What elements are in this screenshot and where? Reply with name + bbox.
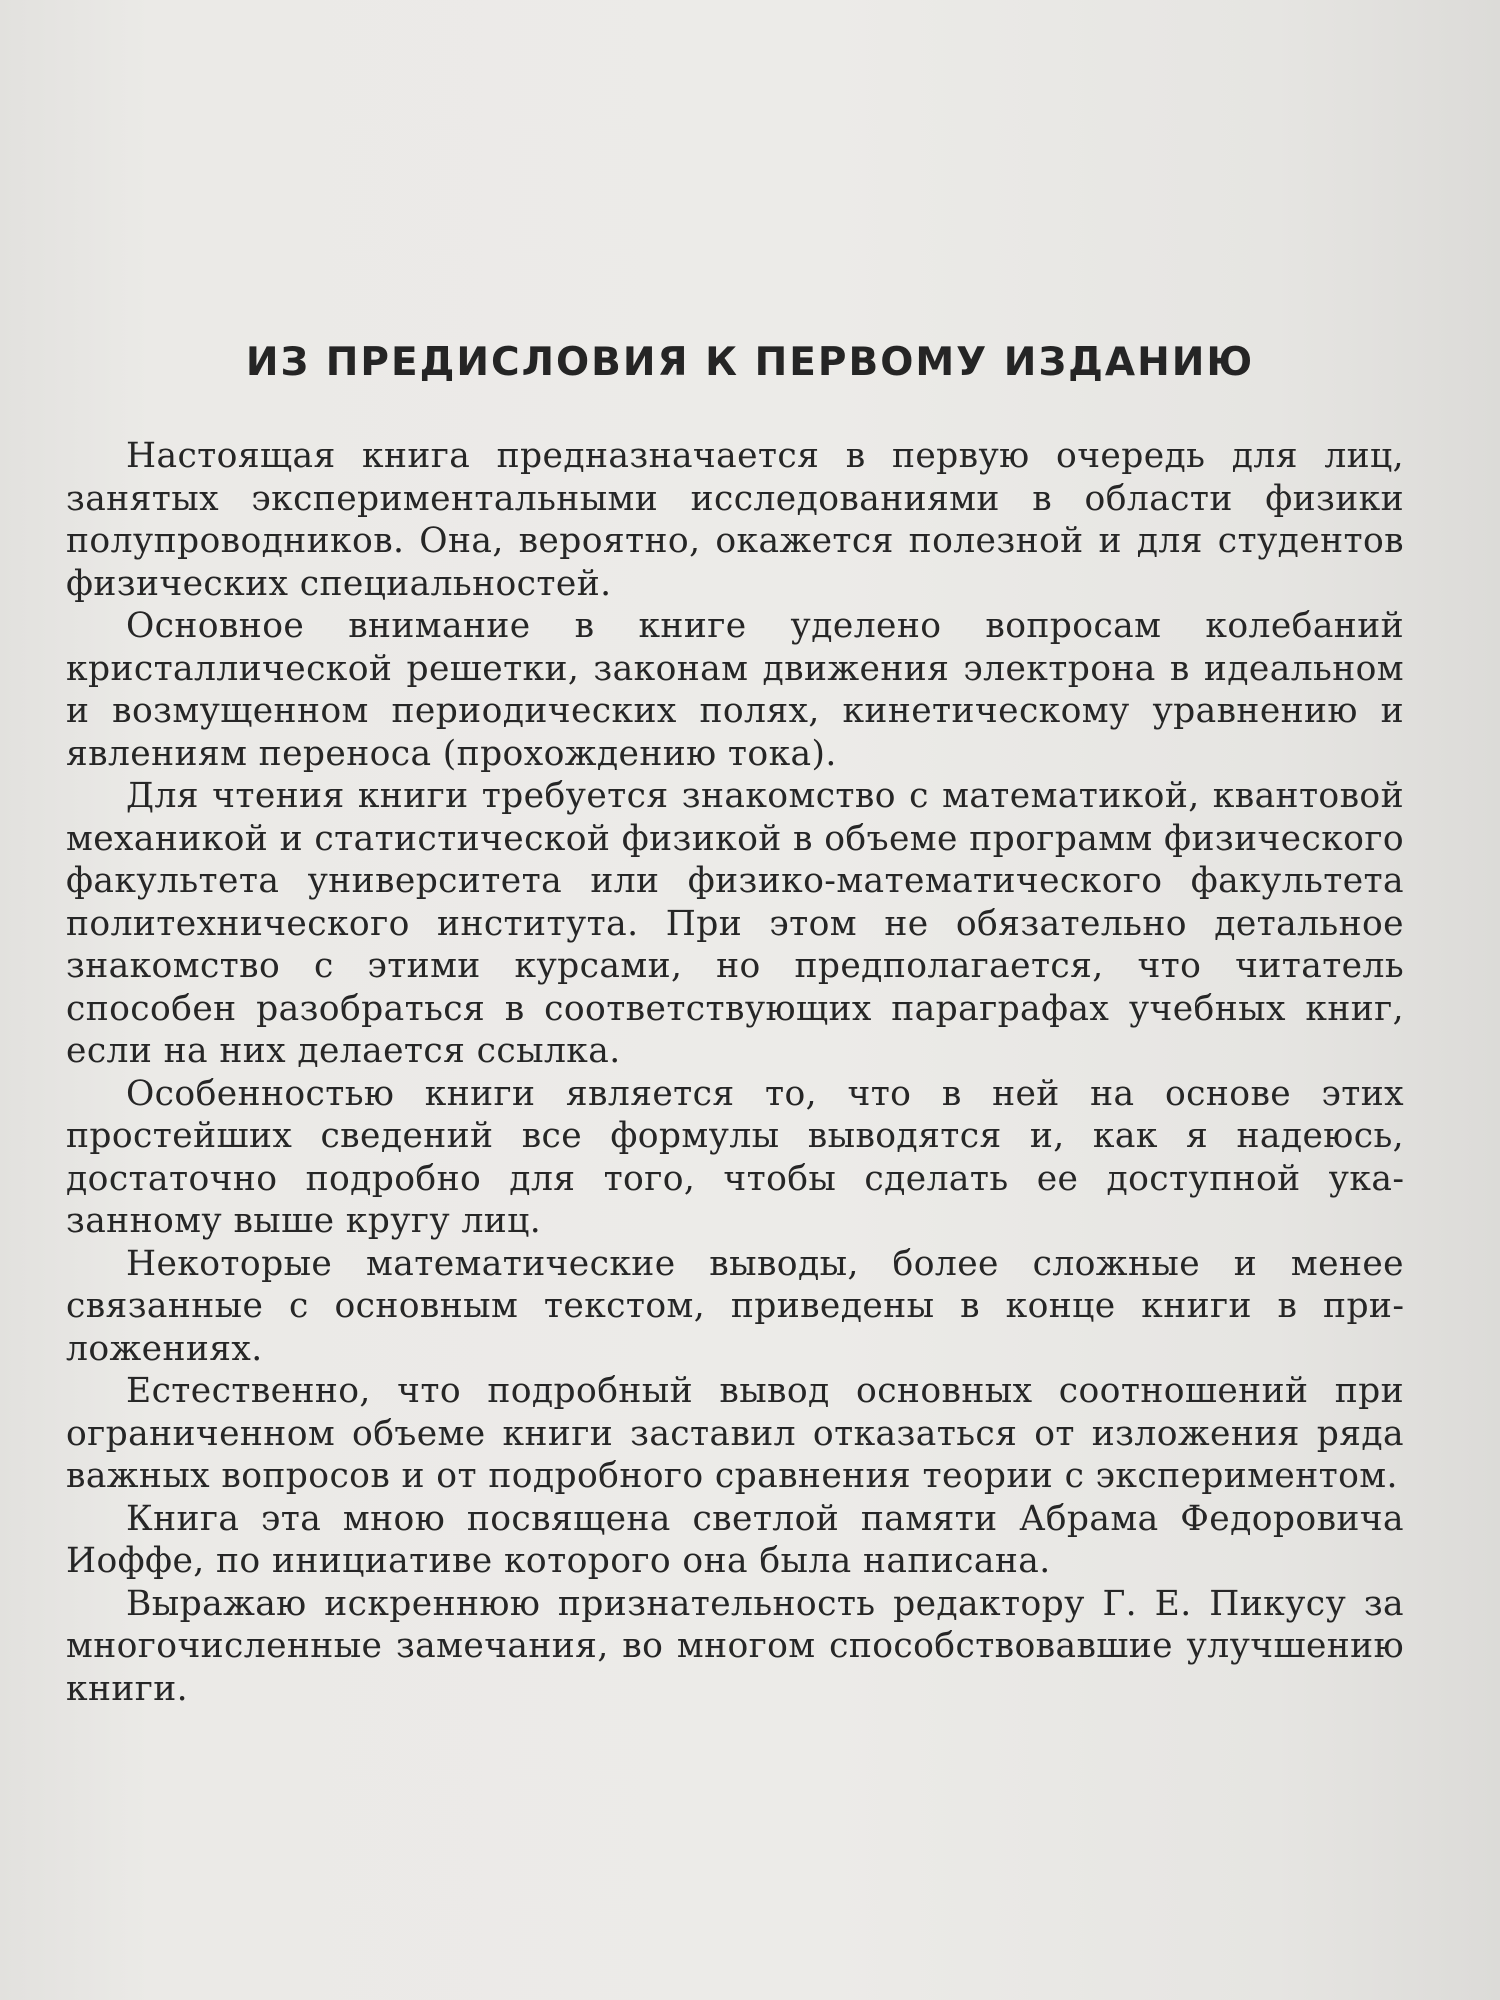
paragraph: Книга эта мною посвящена светлой памяти Абрама Федоровича Иоффе, по инициативе которого она была написана.: [66, 1498, 1404, 1581]
paragraph: Для чтения книги требуется знакомство с математикой, квантовой механикой и статистической физикой в объеме программ физического факультета университета или физико-математического факультета политехнического института. При этом не обязательно детальное знакомство с этими курсами, но предполагается, что читатель способен разобраться в соответствующих параграфах учебных книг, если на них делается ссылка.: [66, 776, 1404, 1071]
paragraph: Особенностью книги является то, что в ней на основе этих простейших сведений все формулы выводятся и, как я надеюсь, достаточно подробно для того, чтобы сделать ее доступной указанному выше кругу лиц.: [66, 1073, 1404, 1241]
paragraph: Некоторые математические выводы, более сложные и менее связанные с основным текстом, приведены в конце книги в приложениях.: [66, 1243, 1404, 1369]
paragraph: Настоящая книга предназначается в первую очередь для лиц, занятых экспериментальными исследованиями в области физики полупроводников. Она, вероятно, окажется полезной и для студентов физических специальностей.: [66, 436, 1404, 604]
paragraph: Естественно, что подробный вывод основных соотношений при ограниченном объеме книги заставил отказаться от изложения ряда важных вопросов и от подробного сравнения теории с экспериментом.: [66, 1371, 1404, 1496]
paragraph: Основное внимание в книге уделено вопросам колебаний кристаллической решетки, законам движения электрона в идеальном и возмущенном периодических полях, кинетическому уравнению и явлениям переноса (прохождению тока).: [66, 606, 1404, 774]
paragraph: Выражаю искреннюю признательность редактору Г. Е. Пикусу за многочисленные замечания, во многом способствовавшие улучшению книги.: [66, 1583, 1404, 1709]
page-heading: ИЗ ПРЕДИСЛОВИЯ К ПЕРВОМУ ИЗДАНИЮ: [245, 340, 1255, 385]
preface-text: [66, 435, 1404, 1710]
